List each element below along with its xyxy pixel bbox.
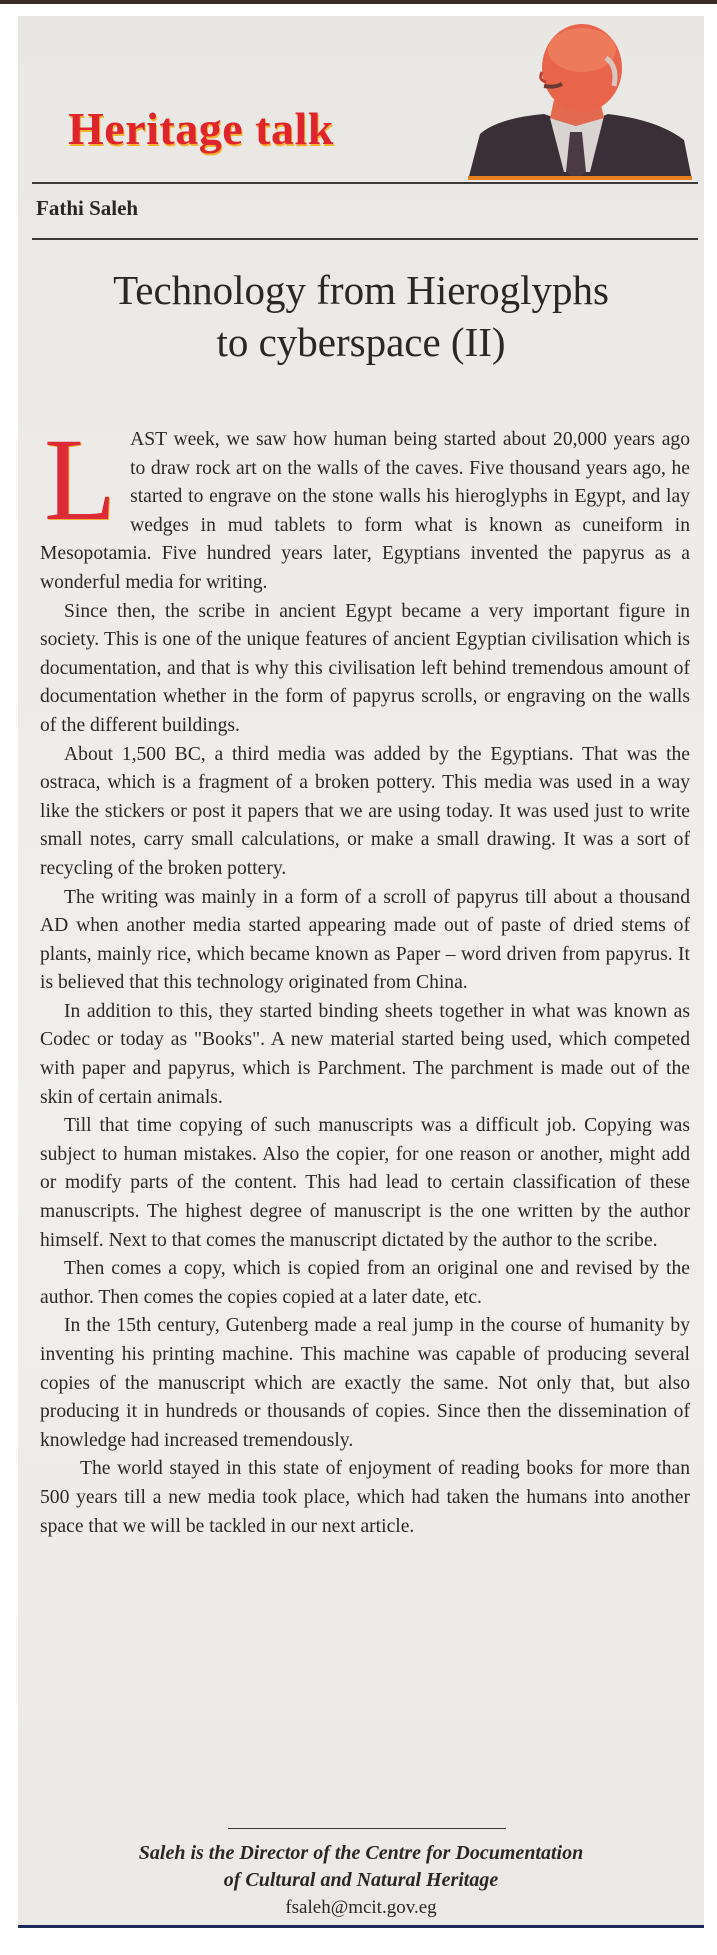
author-email[interactable]: fsaleh@mcit.gov.eg: [285, 1897, 437, 1918]
paragraph: Till that time copying of such manuscripts was a difficult job. Copying was subject to human mistakes. Also the copier, for one reason or another, might add or modify parts of the content. This had lead to certain classification of these manuscripts. The highest degree of manuscript is the one written by the author himself. Next to that comes the manuscript dictated by the author to the scribe.: [40, 1115, 690, 1251]
paragraph: In addition to this, they started binding sheets together in what was known as Codec or today as "Books". A new material started being used, which competed with paper and papyrus, which is Parchment. The parchment is made out of the skin of certain animals.: [40, 1000, 690, 1108]
column-title: Heritage talk: [68, 103, 334, 154]
headline-line-2: to cyberspace (II): [216, 319, 506, 365]
masthead-rule: [32, 182, 698, 184]
footer-separator: [228, 1828, 506, 1829]
paragraph: Since then, the scribe in ancient Egypt became a very important figure in society. This is one of the unique features of ancient Egyptian civilisation which is documentation, and that is why this civilisation left behind tremendous amount of documentation whether in the form of papyrus scrolls, or engraving on the walls of the different buildings.: [40, 600, 690, 736]
headline-line-1: Technology from Hieroglyphs: [113, 267, 609, 313]
drop-cap: L: [44, 414, 117, 545]
author-bio: [18, 1840, 704, 1921]
bio-line-2: of Cultural and Natural Heritage: [223, 1869, 499, 1891]
newspaper-clipping: [18, 16, 704, 1925]
column-masthead: [18, 16, 704, 220]
paragraph-text: AST week, we saw how human being started about 20,000 years ago to draw rock art on the walls of the caves. Five thousand years ago, he started to engrave on the stone walls his hieroglyphs in Egypt, and lay wedges in mud tablets to form what is known as cuneiform in Mesopotamia. Five hundred years later, Egyptians invented the papyrus as a wonderful media for writing.: [40, 429, 690, 593]
byline-rule: [32, 238, 698, 240]
bio-line-1: Saleh is the Director of the Centre for Documentation: [138, 1842, 584, 1864]
author-byline: Fathi Saleh: [36, 196, 139, 220]
paragraph: The writing was mainly in a form of a scroll of papyrus till about a thousand AD when another media started appearing made out of paste of dried stems of plants, mainly rice, which became known as Paper – word driven from papyrus. It is believed that this technology originated from China.: [40, 886, 690, 994]
scan-top-edge: [0, 0, 717, 4]
article-body: [40, 414, 690, 1541]
author-portrait: [458, 22, 696, 182]
paragraph: About 1,500 BC, a third media was added by the Egyptians. That was the ostraca, which is a fragment of a broken pottery. This media was used in a way like the stickers or post it papers that we are using today. It was used just to write small notes, carry small calculations, or make a small drawing. It was a sort of recycling of the broken pottery.: [40, 743, 690, 879]
paragraph: [40, 414, 690, 598]
paragraph: In the 15th century, Gutenberg made a real jump in the course of humanity by inventing his printing machine. This machine was capable of producing several copies of the manuscript which are exactly the same. Not only that, but also producing it in hundreds or thousands of copies. Since then the dissemination of knowledge had increased tremendously.: [40, 1315, 690, 1451]
paragraph: Then comes a copy, which is copied from an original one and revised by the author. Then comes the copies copied at a later date, etc.: [40, 1258, 690, 1308]
paragraph: The world stayed in this state of enjoyment of reading books for more than 500 years till a new media took place, which had taken the humans into another space that we will be tackled in our next article.: [40, 1458, 690, 1537]
article-headline: [18, 264, 704, 368]
